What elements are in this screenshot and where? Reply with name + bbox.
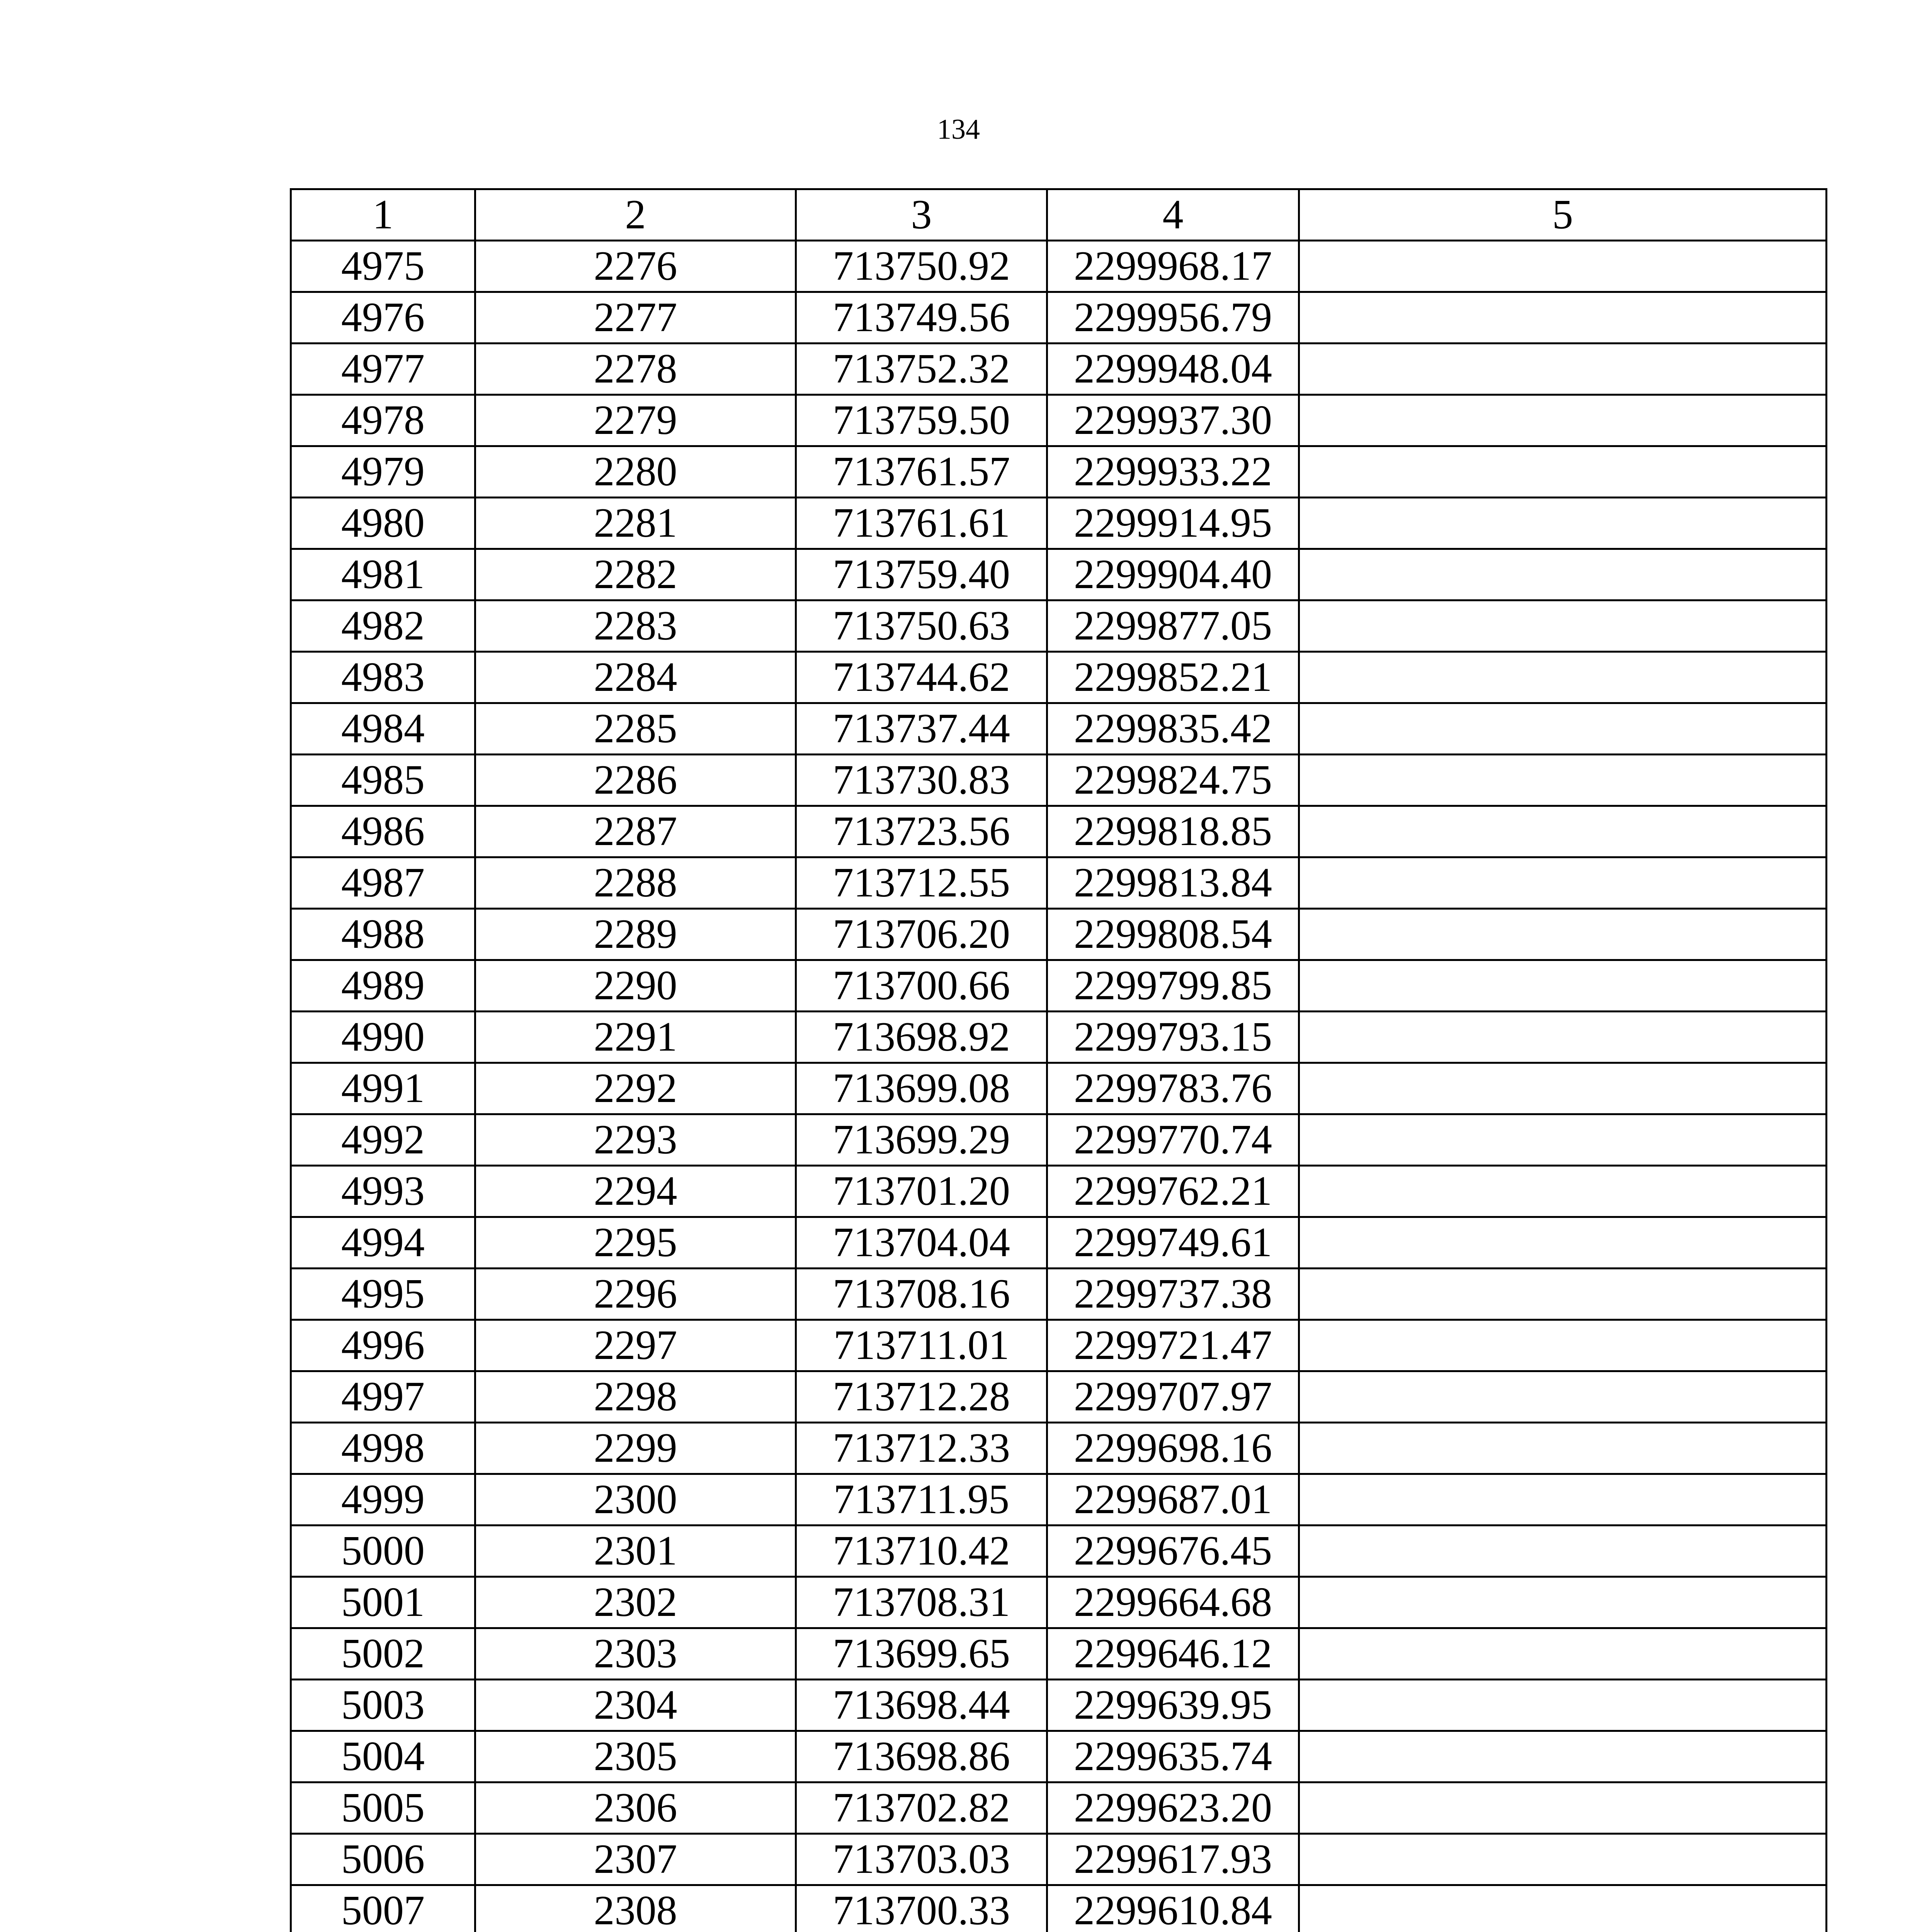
cell-x-coordinate: 713750.63 bbox=[796, 600, 1047, 652]
cell-x-coordinate: 713737.44 bbox=[796, 703, 1047, 755]
table-row bbox=[291, 1731, 1827, 1782]
cell-point-number: 2281 bbox=[475, 498, 796, 549]
cell-x-coordinate: 713708.16 bbox=[796, 1269, 1047, 1320]
cell-y-coordinate: 2299824.75 bbox=[1047, 755, 1299, 806]
cell-point-number: 2284 bbox=[475, 652, 796, 703]
cell-note bbox=[1299, 703, 1827, 755]
cell-row-number: 4988 bbox=[291, 909, 475, 960]
cell-y-coordinate: 2299937.30 bbox=[1047, 395, 1299, 446]
cell-point-number: 2298 bbox=[475, 1371, 796, 1423]
cell-row-number: 4992 bbox=[291, 1114, 475, 1166]
cell-note bbox=[1299, 292, 1827, 344]
cell-row-number: 5001 bbox=[291, 1577, 475, 1628]
table-row bbox=[291, 344, 1827, 395]
cell-x-coordinate: 713703.03 bbox=[796, 1834, 1047, 1885]
cell-point-number: 2280 bbox=[475, 446, 796, 498]
cell-x-coordinate: 713700.33 bbox=[796, 1885, 1047, 1932]
cell-row-number: 4999 bbox=[291, 1474, 475, 1526]
cell-point-number: 2300 bbox=[475, 1474, 796, 1526]
cell-row-number: 5002 bbox=[291, 1628, 475, 1680]
cell-note bbox=[1299, 1423, 1827, 1474]
table-row bbox=[291, 806, 1827, 857]
cell-note bbox=[1299, 1166, 1827, 1217]
cell-x-coordinate: 713759.40 bbox=[796, 549, 1047, 600]
cell-x-coordinate: 713712.28 bbox=[796, 1371, 1047, 1423]
cell-y-coordinate: 2299968.17 bbox=[1047, 241, 1299, 292]
cell-point-number: 2282 bbox=[475, 549, 796, 600]
cell-y-coordinate: 2299623.20 bbox=[1047, 1782, 1299, 1834]
table-row bbox=[291, 1834, 1827, 1885]
cell-note bbox=[1299, 498, 1827, 549]
cell-note bbox=[1299, 806, 1827, 857]
cell-y-coordinate: 2299818.85 bbox=[1047, 806, 1299, 857]
cell-point-number: 2283 bbox=[475, 600, 796, 652]
cell-note bbox=[1299, 1217, 1827, 1269]
table-row bbox=[291, 241, 1827, 292]
cell-x-coordinate: 713744.62 bbox=[796, 652, 1047, 703]
cell-point-number: 2288 bbox=[475, 857, 796, 909]
table-row bbox=[291, 1320, 1827, 1371]
cell-note bbox=[1299, 1628, 1827, 1680]
cell-x-coordinate: 713698.86 bbox=[796, 1731, 1047, 1782]
cell-x-coordinate: 713711.01 bbox=[796, 1320, 1047, 1371]
column-header-4: 4 bbox=[1047, 189, 1299, 241]
cell-note bbox=[1299, 344, 1827, 395]
cell-point-number: 2292 bbox=[475, 1063, 796, 1114]
cell-x-coordinate: 713698.44 bbox=[796, 1680, 1047, 1731]
cell-note bbox=[1299, 600, 1827, 652]
cell-x-coordinate: 713750.92 bbox=[796, 241, 1047, 292]
cell-row-number: 4995 bbox=[291, 1269, 475, 1320]
table-row bbox=[291, 1628, 1827, 1680]
cell-row-number: 4994 bbox=[291, 1217, 475, 1269]
cell-x-coordinate: 713699.08 bbox=[796, 1063, 1047, 1114]
cell-y-coordinate: 2299707.97 bbox=[1047, 1371, 1299, 1423]
coordinates-table bbox=[290, 188, 1827, 1932]
cell-y-coordinate: 2299813.84 bbox=[1047, 857, 1299, 909]
cell-x-coordinate: 713761.61 bbox=[796, 498, 1047, 549]
cell-y-coordinate: 2299610.84 bbox=[1047, 1885, 1299, 1932]
table-row bbox=[291, 1474, 1827, 1526]
table-row bbox=[291, 292, 1827, 344]
cell-note bbox=[1299, 1114, 1827, 1166]
cell-row-number: 4987 bbox=[291, 857, 475, 909]
cell-note bbox=[1299, 960, 1827, 1012]
cell-row-number: 5004 bbox=[291, 1731, 475, 1782]
cell-point-number: 2305 bbox=[475, 1731, 796, 1782]
cell-point-number: 2308 bbox=[475, 1885, 796, 1932]
cell-row-number: 5000 bbox=[291, 1526, 475, 1577]
cell-y-coordinate: 2299770.74 bbox=[1047, 1114, 1299, 1166]
table-row bbox=[291, 1012, 1827, 1063]
cell-point-number: 2278 bbox=[475, 344, 796, 395]
cell-row-number: 4998 bbox=[291, 1423, 475, 1474]
table-row bbox=[291, 857, 1827, 909]
cell-y-coordinate: 2299793.15 bbox=[1047, 1012, 1299, 1063]
cell-y-coordinate: 2299737.38 bbox=[1047, 1269, 1299, 1320]
cell-row-number: 4996 bbox=[291, 1320, 475, 1371]
table-row bbox=[291, 446, 1827, 498]
column-header-3: 3 bbox=[796, 189, 1047, 241]
cell-row-number: 4978 bbox=[291, 395, 475, 446]
cell-point-number: 2307 bbox=[475, 1834, 796, 1885]
cell-note bbox=[1299, 446, 1827, 498]
table-row bbox=[291, 1166, 1827, 1217]
cell-row-number: 4980 bbox=[291, 498, 475, 549]
cell-y-coordinate: 2299877.05 bbox=[1047, 600, 1299, 652]
cell-note bbox=[1299, 1320, 1827, 1371]
cell-point-number: 2297 bbox=[475, 1320, 796, 1371]
cell-note bbox=[1299, 1731, 1827, 1782]
cell-y-coordinate: 2299646.12 bbox=[1047, 1628, 1299, 1680]
cell-point-number: 2290 bbox=[475, 960, 796, 1012]
cell-y-coordinate: 2299687.01 bbox=[1047, 1474, 1299, 1526]
table-row bbox=[291, 1217, 1827, 1269]
cell-x-coordinate: 713761.57 bbox=[796, 446, 1047, 498]
cell-point-number: 2289 bbox=[475, 909, 796, 960]
table-row bbox=[291, 1782, 1827, 1834]
column-header-5: 5 bbox=[1299, 189, 1827, 241]
table-row bbox=[291, 909, 1827, 960]
cell-point-number: 2294 bbox=[475, 1166, 796, 1217]
cell-note bbox=[1299, 549, 1827, 600]
cell-x-coordinate: 713698.92 bbox=[796, 1012, 1047, 1063]
cell-point-number: 2296 bbox=[475, 1269, 796, 1320]
cell-note bbox=[1299, 1782, 1827, 1834]
cell-x-coordinate: 713699.29 bbox=[796, 1114, 1047, 1166]
table-row bbox=[291, 1423, 1827, 1474]
table-body bbox=[291, 241, 1827, 1932]
cell-point-number: 2276 bbox=[475, 241, 796, 292]
cell-point-number: 2301 bbox=[475, 1526, 796, 1577]
cell-note bbox=[1299, 652, 1827, 703]
cell-note bbox=[1299, 1577, 1827, 1628]
cell-y-coordinate: 2299933.22 bbox=[1047, 446, 1299, 498]
cell-row-number: 4991 bbox=[291, 1063, 475, 1114]
table-row bbox=[291, 703, 1827, 755]
cell-point-number: 2295 bbox=[475, 1217, 796, 1269]
table-row bbox=[291, 1063, 1827, 1114]
cell-y-coordinate: 2299956.79 bbox=[1047, 292, 1299, 344]
header-row bbox=[291, 189, 1827, 241]
cell-y-coordinate: 2299783.76 bbox=[1047, 1063, 1299, 1114]
cell-row-number: 5005 bbox=[291, 1782, 475, 1834]
cell-row-number: 4990 bbox=[291, 1012, 475, 1063]
cell-row-number: 4993 bbox=[291, 1166, 475, 1217]
cell-row-number: 4979 bbox=[291, 446, 475, 498]
cell-y-coordinate: 2299721.47 bbox=[1047, 1320, 1299, 1371]
table-row bbox=[291, 498, 1827, 549]
cell-y-coordinate: 2299617.93 bbox=[1047, 1834, 1299, 1885]
cell-row-number: 4976 bbox=[291, 292, 475, 344]
cell-point-number: 2299 bbox=[475, 1423, 796, 1474]
column-header-2: 2 bbox=[475, 189, 796, 241]
cell-x-coordinate: 713704.04 bbox=[796, 1217, 1047, 1269]
table-row bbox=[291, 755, 1827, 806]
table-row bbox=[291, 1114, 1827, 1166]
cell-point-number: 2285 bbox=[475, 703, 796, 755]
cell-y-coordinate: 2299948.04 bbox=[1047, 344, 1299, 395]
cell-note bbox=[1299, 1371, 1827, 1423]
table-row bbox=[291, 1885, 1827, 1932]
cell-row-number: 4985 bbox=[291, 755, 475, 806]
cell-row-number: 4984 bbox=[291, 703, 475, 755]
table-row bbox=[291, 600, 1827, 652]
page-number: 134 bbox=[937, 114, 980, 145]
cell-point-number: 2286 bbox=[475, 755, 796, 806]
cell-x-coordinate: 713710.42 bbox=[796, 1526, 1047, 1577]
cell-note bbox=[1299, 755, 1827, 806]
cell-row-number: 5003 bbox=[291, 1680, 475, 1731]
cell-x-coordinate: 713708.31 bbox=[796, 1577, 1047, 1628]
cell-y-coordinate: 2299914.95 bbox=[1047, 498, 1299, 549]
cell-row-number: 5006 bbox=[291, 1834, 475, 1885]
cell-note bbox=[1299, 395, 1827, 446]
cell-note bbox=[1299, 241, 1827, 292]
cell-y-coordinate: 2299904.40 bbox=[1047, 549, 1299, 600]
table-row bbox=[291, 1577, 1827, 1628]
table-row bbox=[291, 1371, 1827, 1423]
table-row bbox=[291, 960, 1827, 1012]
cell-note bbox=[1299, 1474, 1827, 1526]
cell-y-coordinate: 2299762.21 bbox=[1047, 1166, 1299, 1217]
cell-row-number: 4977 bbox=[291, 344, 475, 395]
cell-y-coordinate: 2299639.95 bbox=[1047, 1680, 1299, 1731]
cell-point-number: 2291 bbox=[475, 1012, 796, 1063]
cell-point-number: 2277 bbox=[475, 292, 796, 344]
cell-row-number: 4986 bbox=[291, 806, 475, 857]
cell-x-coordinate: 713711.95 bbox=[796, 1474, 1047, 1526]
cell-note bbox=[1299, 1269, 1827, 1320]
table-row bbox=[291, 395, 1827, 446]
cell-x-coordinate: 713752.32 bbox=[796, 344, 1047, 395]
table-header bbox=[291, 189, 1827, 241]
cell-x-coordinate: 713759.50 bbox=[796, 395, 1047, 446]
table-row bbox=[291, 549, 1827, 600]
cell-point-number: 2303 bbox=[475, 1628, 796, 1680]
cell-row-number: 4997 bbox=[291, 1371, 475, 1423]
cell-y-coordinate: 2299749.61 bbox=[1047, 1217, 1299, 1269]
cell-row-number: 4982 bbox=[291, 600, 475, 652]
cell-point-number: 2279 bbox=[475, 395, 796, 446]
cell-x-coordinate: 713730.83 bbox=[796, 755, 1047, 806]
cell-note bbox=[1299, 1012, 1827, 1063]
cell-y-coordinate: 2299852.21 bbox=[1047, 652, 1299, 703]
cell-row-number: 5007 bbox=[291, 1885, 475, 1932]
cell-note bbox=[1299, 1885, 1827, 1932]
cell-note bbox=[1299, 909, 1827, 960]
cell-x-coordinate: 713702.82 bbox=[796, 1782, 1047, 1834]
cell-point-number: 2293 bbox=[475, 1114, 796, 1166]
table-row bbox=[291, 1680, 1827, 1731]
cell-x-coordinate: 713706.20 bbox=[796, 909, 1047, 960]
table-row bbox=[291, 652, 1827, 703]
cell-y-coordinate: 2299635.74 bbox=[1047, 1731, 1299, 1782]
cell-note bbox=[1299, 1680, 1827, 1731]
cell-note bbox=[1299, 1526, 1827, 1577]
cell-point-number: 2287 bbox=[475, 806, 796, 857]
cell-point-number: 2304 bbox=[475, 1680, 796, 1731]
cell-row-number: 4989 bbox=[291, 960, 475, 1012]
cell-y-coordinate: 2299799.85 bbox=[1047, 960, 1299, 1012]
cell-point-number: 2306 bbox=[475, 1782, 796, 1834]
cell-x-coordinate: 713723.56 bbox=[796, 806, 1047, 857]
cell-note bbox=[1299, 1834, 1827, 1885]
cell-x-coordinate: 713701.20 bbox=[796, 1166, 1047, 1217]
cell-y-coordinate: 2299835.42 bbox=[1047, 703, 1299, 755]
cell-y-coordinate: 2299676.45 bbox=[1047, 1526, 1299, 1577]
cell-x-coordinate: 713712.55 bbox=[796, 857, 1047, 909]
table-row bbox=[291, 1526, 1827, 1577]
cell-row-number: 4975 bbox=[291, 241, 475, 292]
cell-x-coordinate: 713749.56 bbox=[796, 292, 1047, 344]
cell-x-coordinate: 713699.65 bbox=[796, 1628, 1047, 1680]
cell-y-coordinate: 2299664.68 bbox=[1047, 1577, 1299, 1628]
cell-x-coordinate: 713700.66 bbox=[796, 960, 1047, 1012]
column-header-1: 1 bbox=[291, 189, 475, 241]
table-row bbox=[291, 1269, 1827, 1320]
cell-x-coordinate: 713712.33 bbox=[796, 1423, 1047, 1474]
cell-note bbox=[1299, 1063, 1827, 1114]
cell-y-coordinate: 2299808.54 bbox=[1047, 909, 1299, 960]
cell-y-coordinate: 2299698.16 bbox=[1047, 1423, 1299, 1474]
cell-point-number: 2302 bbox=[475, 1577, 796, 1628]
cell-row-number: 4983 bbox=[291, 652, 475, 703]
cell-row-number: 4981 bbox=[291, 549, 475, 600]
cell-note bbox=[1299, 857, 1827, 909]
